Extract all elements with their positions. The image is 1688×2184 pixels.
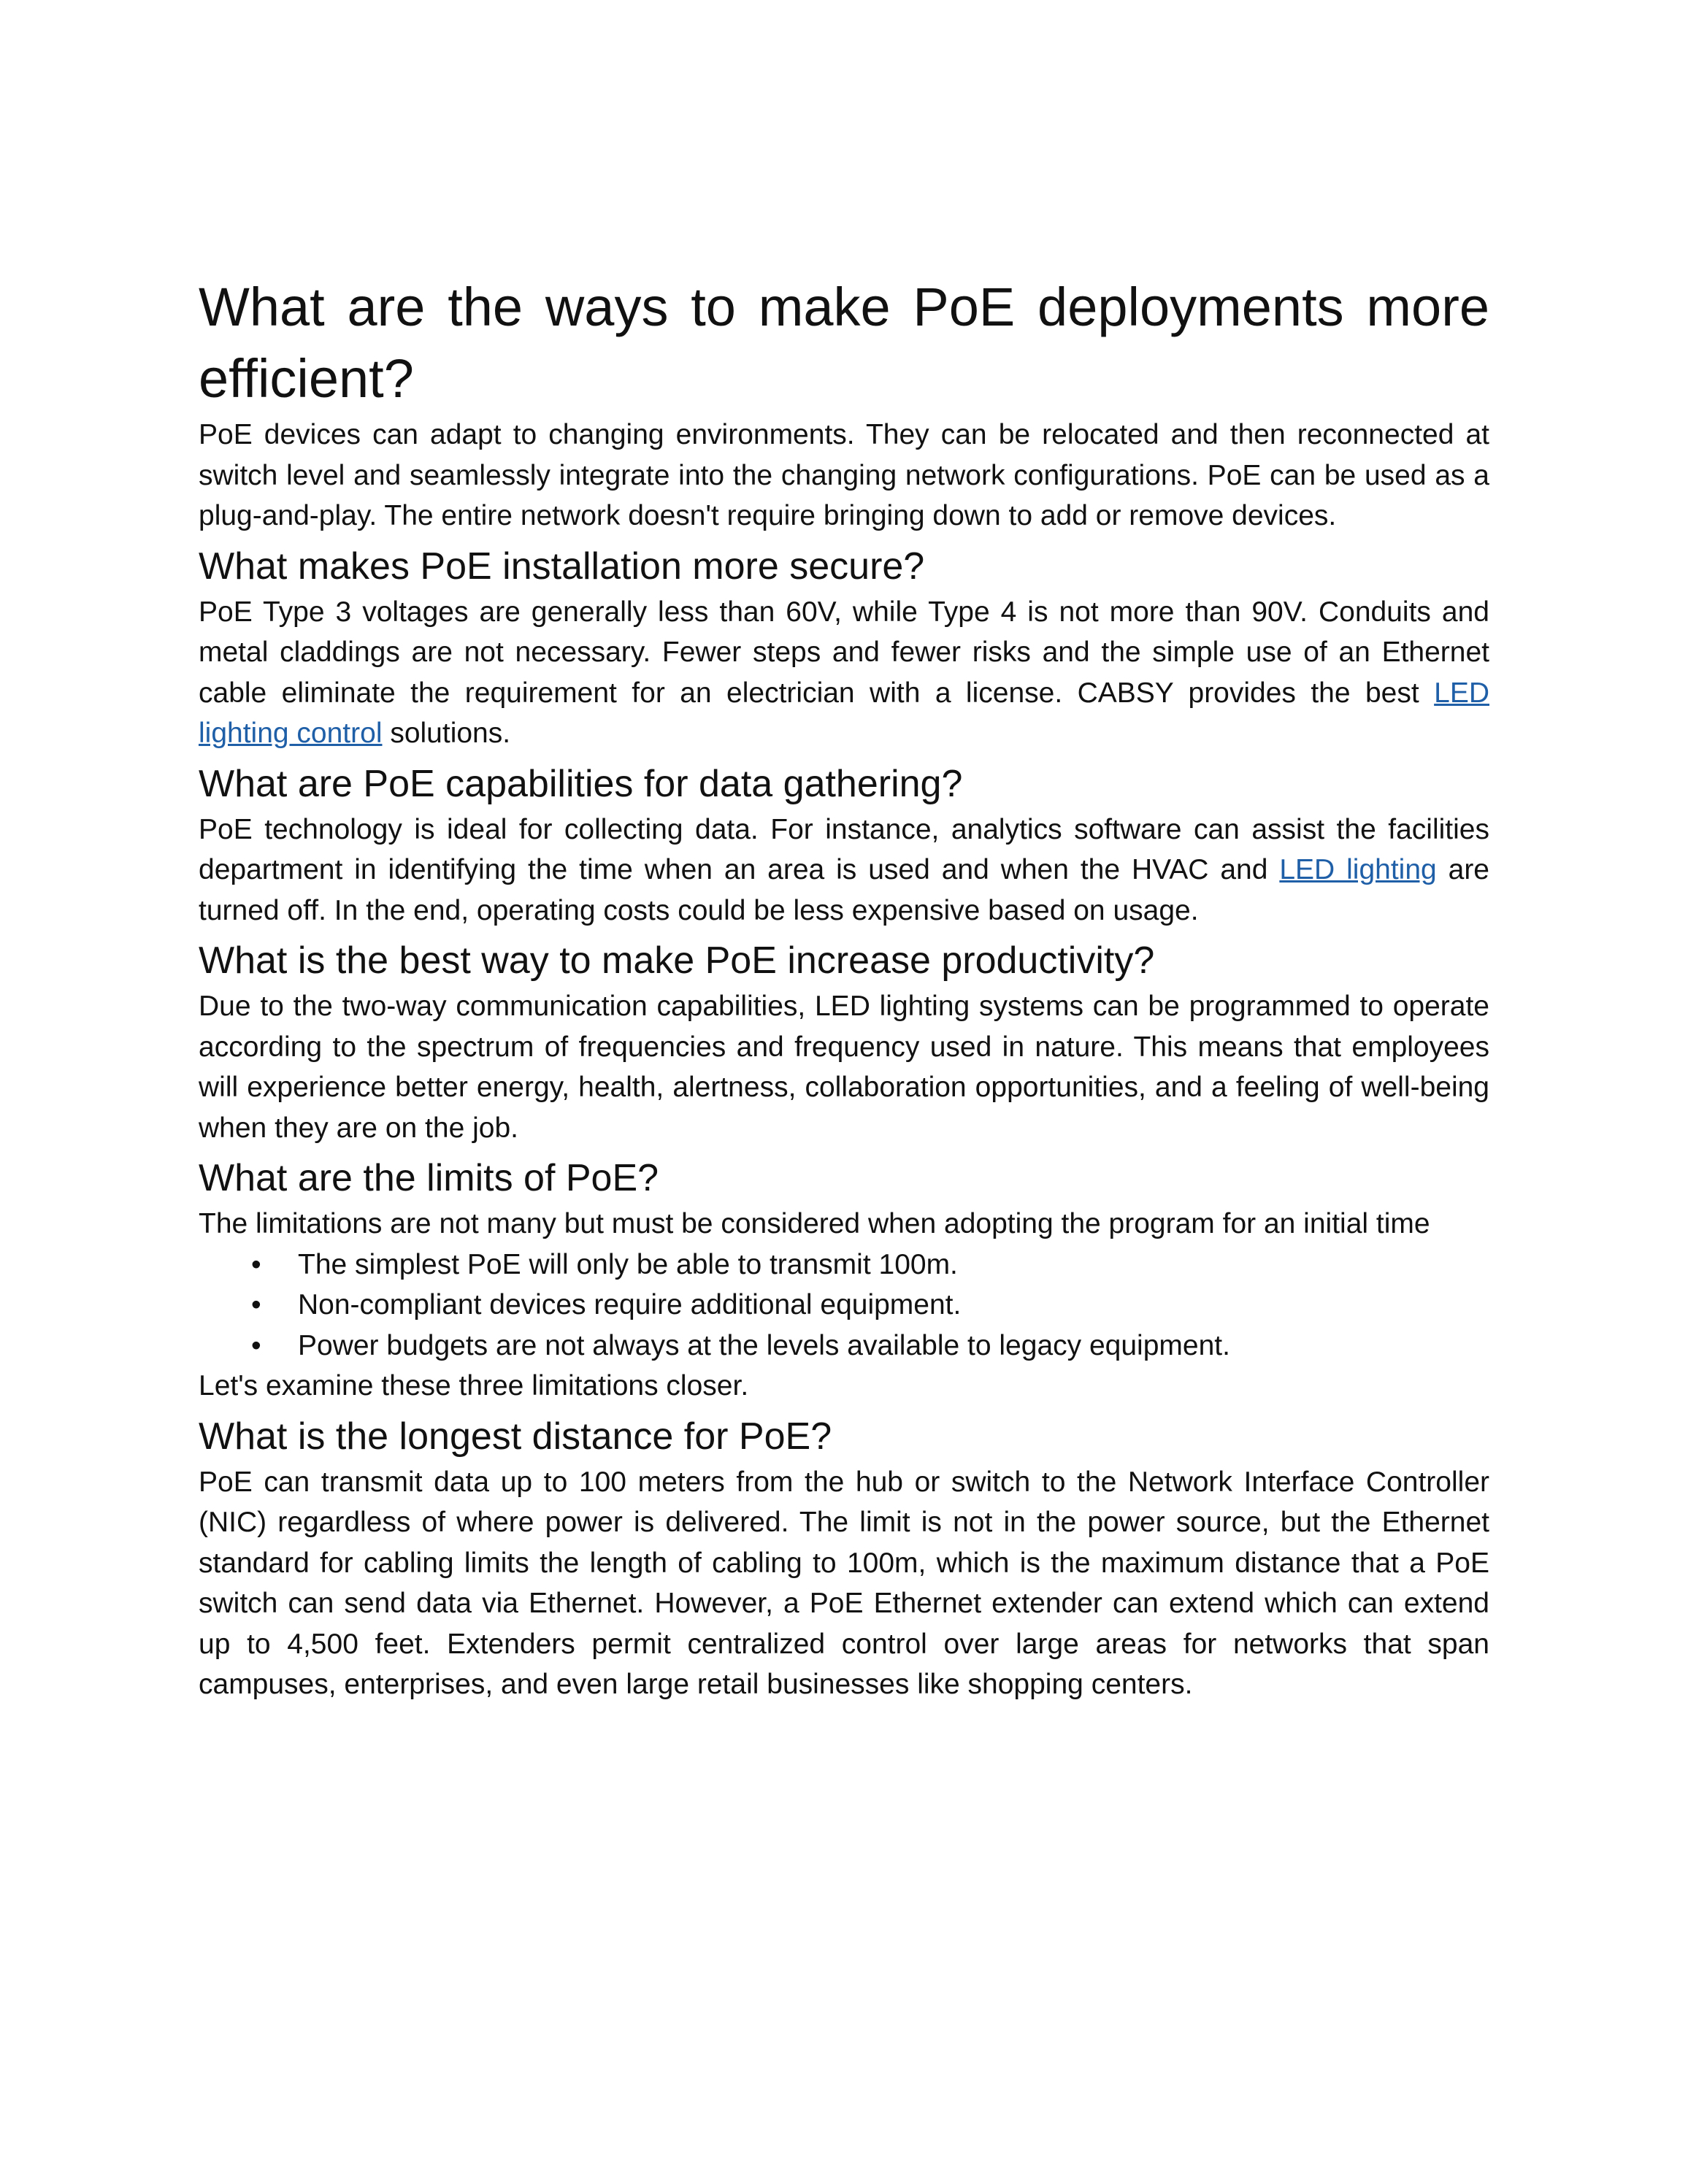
paragraph-text: PoE technology is ideal for collecting data. For instance, analytics software can assist the facilities department in identifying the time when an area is used and when the HVAC and [199, 813, 1489, 885]
paragraph-secure-installation [199, 592, 1489, 754]
link-led-lighting[interactable]: LED lighting [1279, 854, 1437, 885]
heading-longest-distance: What is the longest distance for PoE? [199, 1415, 832, 1458]
paragraph-text: solutions. [382, 718, 511, 749]
heading-data-gathering: What are PoE capabilities for data gathering? [199, 762, 963, 805]
list-item-text: The simplest PoE will only be able to transmit 100m. [298, 1248, 958, 1280]
bullet-icon: • [251, 1329, 261, 1361]
bullet-icon: • [251, 1289, 261, 1320]
list-item [199, 1285, 1489, 1326]
list-item-text: Non-compliant devices require additional equipment. [298, 1289, 962, 1320]
heading-efficient-deployments: What are the ways to make PoE deployments more efficient? [199, 277, 1489, 409]
document-page [199, 272, 1489, 1705]
link-led-lighting-control[interactable]: LED lighting control [199, 677, 1489, 749]
heading-secure-installation: What makes PoE installation more secure? [199, 545, 925, 588]
paragraph-longest-distance: PoE can transmit data up to 100 meters from the hub or switch to the Network Interface Controller (NIC) regardless of where power is delivered. The limit is not in the power source, but the Ethernet standard for cabling limits the length of cabling to 100m, which is the maximum distance that a PoE switch can send data via Ethernet. However, a PoE Ethernet extender can extend which can extend up to 4,500 feet. Extenders permit centralized control over large areas for networks that span campuses, enterprises, and even large retail businesses like shopping centers. [199, 1466, 1489, 1700]
paragraph-text: PoE Type 3 voltages are generally less than 60V, while Type 4 is not more than 90V. Conduits and metal claddings are not necessary. Fewer steps and fewer risks and the simple use of an Ethernet cable eliminate the requirement for an electrician with a license. CABSY provides the best [199, 596, 1489, 709]
paragraph-text: are turned off. In the end, operating costs could be less expensive based on usage. [199, 854, 1490, 926]
list-item-text: Power budgets are not always at the levels available to legacy equipment. [298, 1329, 1230, 1361]
paragraph-productivity: Due to the two-way communication capabilities, LED lighting systems can be programmed to operate according to the spectrum of frequencies and frequency used in nature. This means that employees will experience better energy, health, alertness, collaboration opportunities, and a feeling of well-being when they are on the job. [199, 991, 1489, 1144]
heading-productivity: What is the best way to make PoE increase productivity? [199, 939, 1155, 982]
bullet-icon: • [251, 1248, 261, 1280]
list-item [199, 1326, 1489, 1366]
limits-list [199, 1245, 1489, 1366]
paragraph-limits-closing: Let's examine these three limitations closer. [199, 1370, 749, 1401]
heading-limits: What are the limits of PoE? [199, 1157, 659, 1199]
list-item [199, 1245, 1489, 1285]
paragraph-efficient-deployments: PoE devices can adapt to changing environments. They can be relocated and then reconnected at switch level and seamlessly integrate into the changing network configurations. PoE can be used as a plug-and-play. The entire network doesn't require bringing down to add or remove devices. [199, 419, 1489, 531]
paragraph-data-gathering [199, 810, 1489, 931]
paragraph-limits: The limitations are not many but must be considered when adopting the program for an initial time [199, 1208, 1430, 1239]
